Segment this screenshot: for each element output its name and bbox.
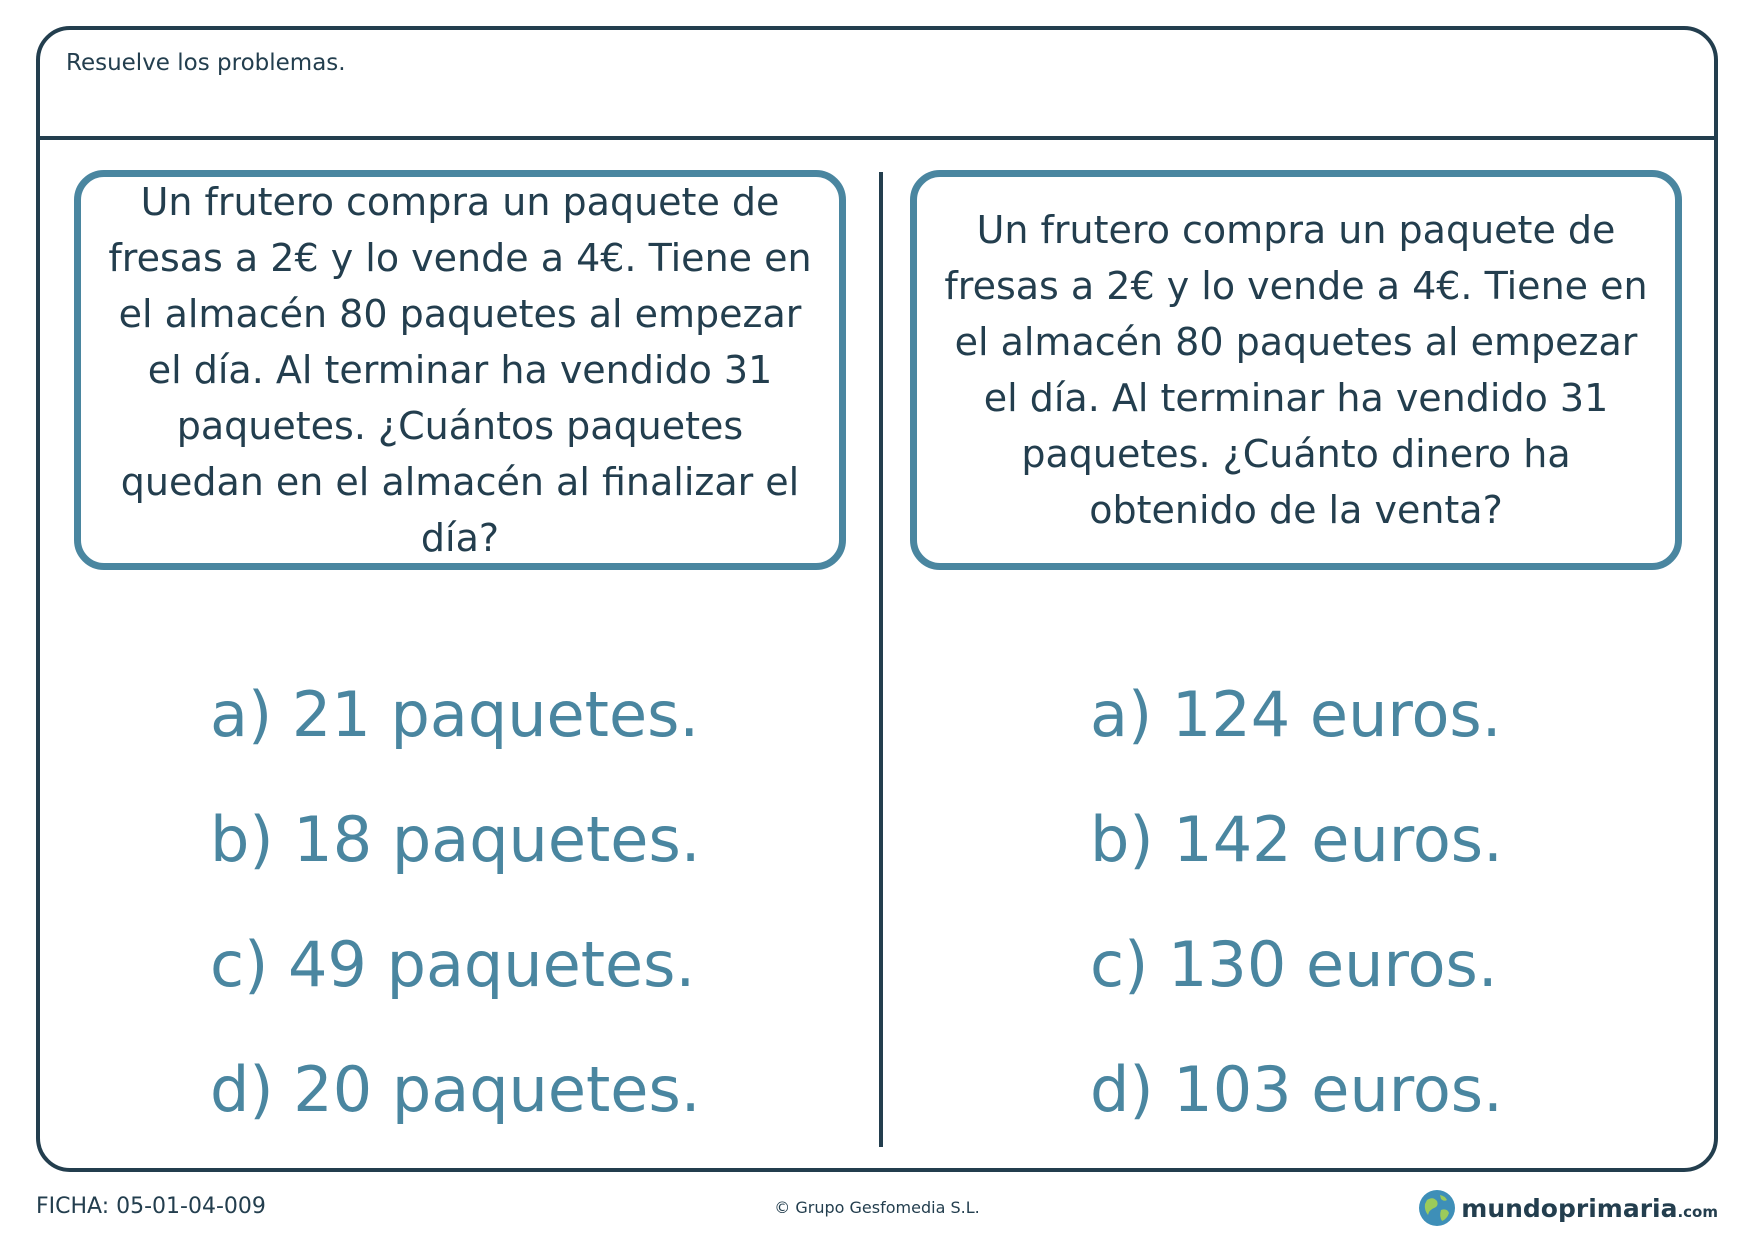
problem-question-1: Un frutero compra un paquete de fresas a 2€ y lo vende a 4€. Tiene en el almacén 80 paquetes al empezar el día. Al terminar ha vendido 31 paquetes. ¿Cuántos paquetes quedan en el almacén al finalizar el día? xyxy=(108,180,812,560)
answer-option[interactable]: d) 103 euros. xyxy=(1090,1053,1503,1126)
worksheet-header xyxy=(40,30,1714,140)
answer-options-2 xyxy=(1090,652,1503,1152)
worksheet-frame xyxy=(36,26,1718,1172)
mundoprimaria-logo[interactable] xyxy=(1417,1188,1718,1228)
answer-options-1 xyxy=(210,652,700,1152)
logo-wordmark: mundoprimaria.com xyxy=(1461,1193,1718,1223)
answer-option[interactable]: c) 130 euros. xyxy=(1090,928,1498,1001)
answer-option[interactable]: b) 142 euros. xyxy=(1090,803,1503,876)
ficha-code: FICHA: 05-01-04-009 xyxy=(36,1194,266,1219)
answer-option[interactable]: b) 18 paquetes. xyxy=(210,803,701,876)
problem-box-2 xyxy=(910,170,1682,570)
copyright-text: © Grupo Gesfomedia S.L. xyxy=(774,1198,980,1217)
instruction-text: Resuelve los problemas. xyxy=(66,50,346,76)
problem-box-1 xyxy=(74,170,846,570)
problem-question-2: Un frutero compra un paquete de fresas a 2€ y lo vende a 4€. Tiene en el almacén 80 paquetes al empezar el día. Al terminar ha vendido 31 paquetes. ¿Cuánto dinero ha obtenido de la venta? xyxy=(944,208,1648,532)
answer-option[interactable]: d) 20 paquetes. xyxy=(210,1053,701,1126)
answer-option[interactable]: c) 49 paquetes. xyxy=(210,928,696,1001)
globe-icon xyxy=(1417,1188,1457,1228)
answer-option[interactable]: a) 21 paquetes. xyxy=(210,678,700,751)
column-divider xyxy=(879,172,883,1147)
answer-option[interactable]: a) 124 euros. xyxy=(1090,678,1502,751)
